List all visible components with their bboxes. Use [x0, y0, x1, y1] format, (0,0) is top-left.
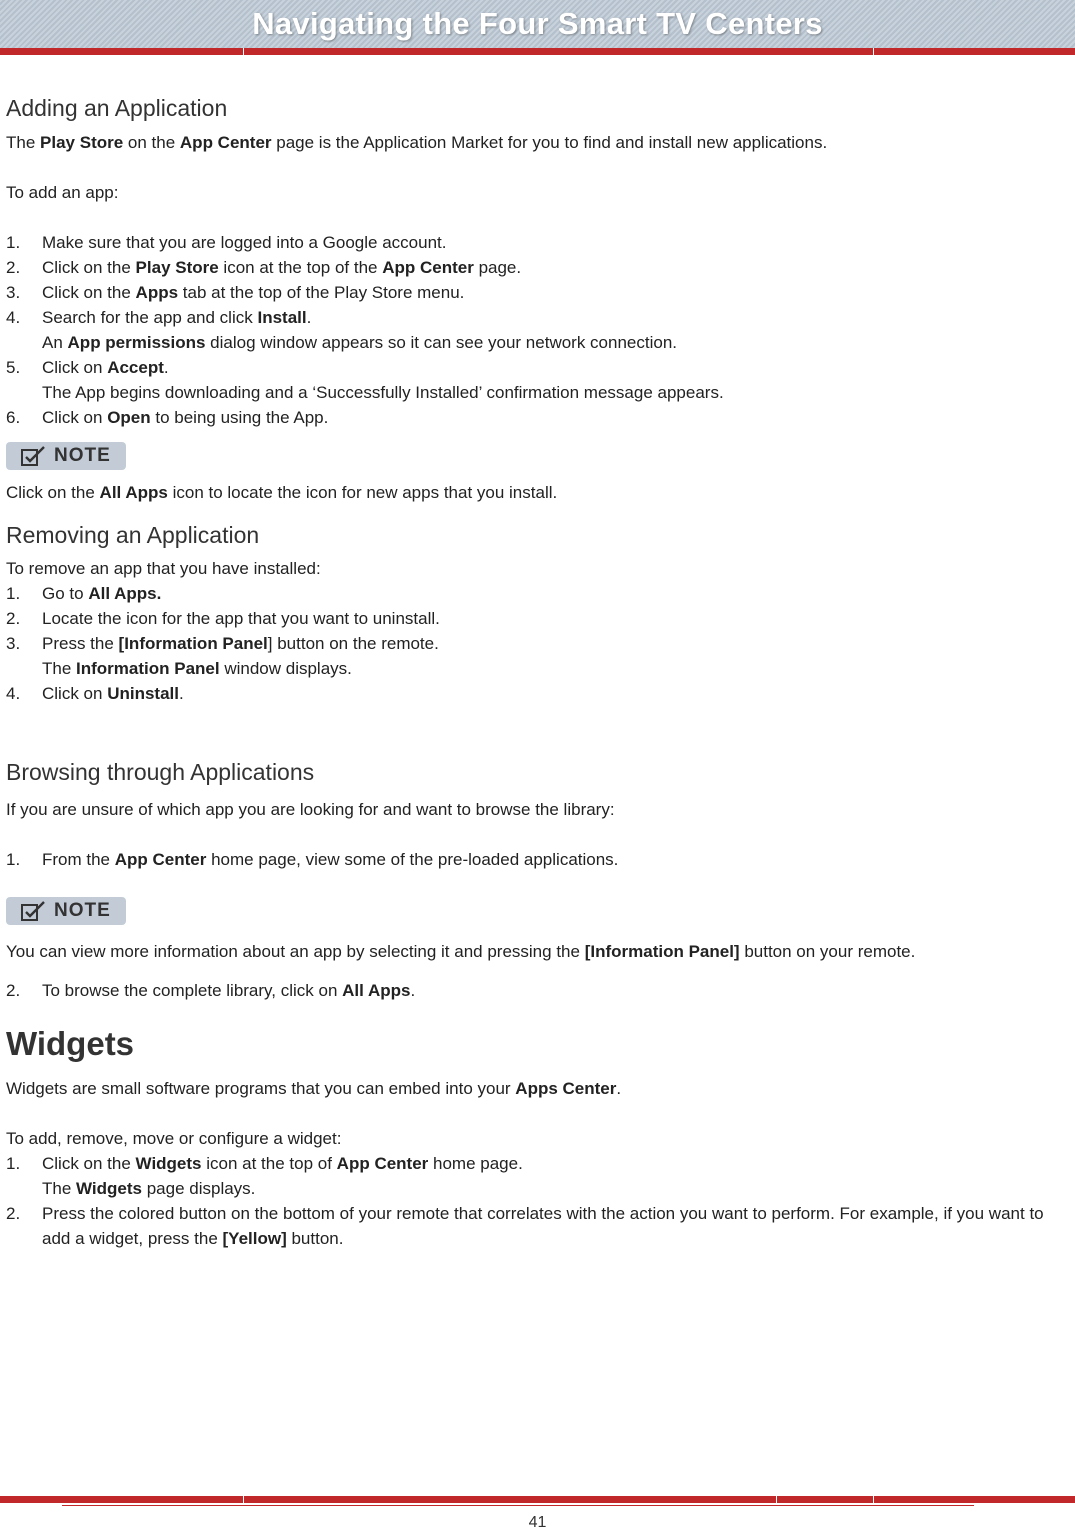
browsing-note-text: You can view more information about an app by selecting it and pressing the [Information Panel] button on your remote.	[6, 942, 916, 961]
checkbox-pencil-icon	[20, 900, 46, 922]
section-heading-widgets: Widgets	[6, 1025, 135, 1062]
browsing-intro: If you are unsure of which app you are looking for and want to browse the library:	[6, 800, 615, 819]
list-item: 1. From the App Center home page, view some of the pre-loaded applications.	[6, 850, 619, 869]
footer-accent-bar	[0, 1496, 1075, 1503]
list-item: 4. Search for the app and click Install.	[6, 308, 312, 327]
page-number: 41	[528, 1514, 547, 1531]
adding-intro: The Play Store on the App Center page is the Application Market for you to find and install new applications.	[6, 133, 828, 152]
list-item: 3. Press the [Information Panel] button on the remote.	[6, 634, 439, 653]
removing-lead: To remove an app that you have installed:	[6, 559, 321, 578]
page-content	[6, 92, 1066, 1251]
list-item: 1. Make sure that you are logged into a Google account.	[6, 233, 447, 252]
note-label: NOTE	[54, 900, 111, 921]
list-item: 2. Press the colored button on the bottom of your remote that correlates with the action you want to perform. For example, if you want to add a widget, press the [Yellow] button.	[6, 1204, 1044, 1248]
section-heading-removing: Removing an Application	[6, 522, 260, 548]
section-heading-adding: Adding an Application	[6, 95, 228, 121]
note-badge	[6, 897, 126, 925]
list-item: 1. Click on the Widgets icon at the top of App Center home page.	[6, 1154, 523, 1173]
list-item: 2. Locate the icon for the app that you want to uninstall.	[6, 609, 440, 628]
page-title: Navigating the Four Smart TV Centers	[252, 6, 823, 41]
adding-note-text: Click on the All Apps icon to locate the icon for new apps that you install.	[6, 483, 558, 502]
note-label: NOTE	[54, 445, 111, 466]
list-item: 4. Click on Uninstall.	[6, 684, 184, 703]
page-header	[0, 0, 1075, 48]
checkbox-pencil-icon	[20, 445, 46, 467]
list-item: 3. Click on the Apps tab at the top of the Play Store menu.	[6, 283, 465, 302]
header-accent-bar	[0, 48, 1075, 55]
list-item: 2. Click on the Play Store icon at the top of the App Center page.	[6, 258, 522, 277]
adding-lead: To add an app:	[6, 183, 119, 202]
list-item: 1. Go to All Apps.	[6, 584, 162, 603]
widgets-lead: To add, remove, move or configure a widget:	[6, 1129, 342, 1148]
widgets-intro: Widgets are small software programs that you can embed into your Apps Center.	[6, 1079, 622, 1098]
note-badge	[6, 442, 126, 470]
list-item: The App begins downloading and a ‘Successfully Installed’ confirmation message appears.	[42, 383, 724, 402]
section-heading-browsing: Browsing through Applications	[6, 759, 315, 785]
list-item: 6. Click on Open to being using the App.	[6, 408, 329, 427]
list-item: The Information Panel window displays.	[42, 659, 352, 678]
list-item: 2. To browse the complete library, click on All Apps.	[6, 981, 416, 1000]
list-item: The Widgets page displays.	[42, 1179, 256, 1198]
list-item: An App permissions dialog window appears so it can see your network connection.	[42, 333, 678, 352]
footer-rule	[62, 1505, 974, 1506]
list-item: 5. Click on Accept.	[6, 358, 169, 377]
